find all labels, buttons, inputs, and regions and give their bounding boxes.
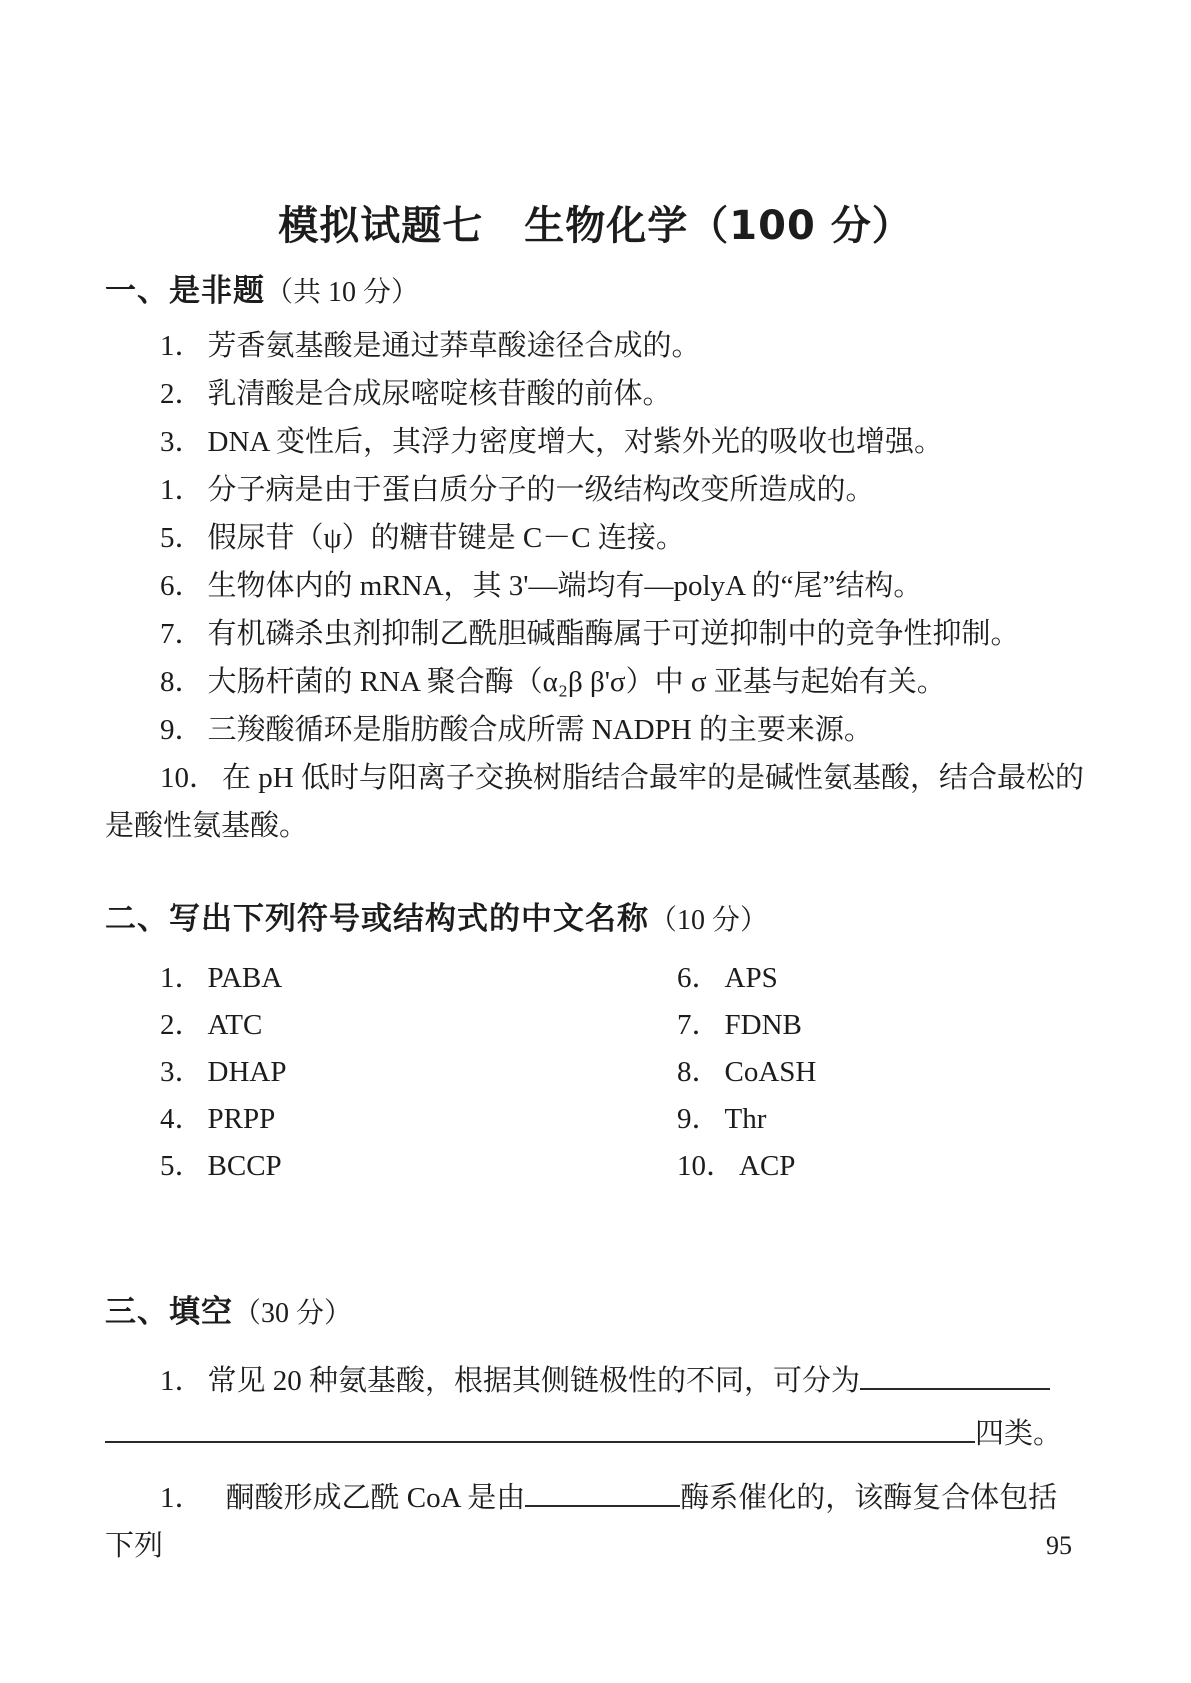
section1-heading-text: 一、是非题 [105,273,265,309]
section2-heading-text: 二、写出下列符号或结构式的中文名称 [105,901,649,937]
list-item [105,1352,1086,1405]
item-number: 1． [160,1365,204,1397]
item-number: 8． [677,1056,721,1088]
item-number: 10． [677,1150,736,1182]
section3-heading-text: 三、填空 [105,1294,233,1330]
item-text: DHAP [207,1056,287,1088]
list-item-continuation [105,1405,1086,1458]
list-item [105,1096,622,1143]
list-item [105,658,1086,706]
section1-heading-note: （共 10 分） [265,277,420,308]
list-item [105,562,1086,610]
item-text: 常见 20 种氨基酸，根据其侧链极性的不同，可分为 [207,1365,861,1397]
item-number: 6． [677,962,721,994]
item-text: 乳清酸是合成尿嘧啶核苷酸的前体。 [207,378,672,410]
list-item [622,1049,1086,1096]
fill-blank [860,1352,1050,1390]
page-content [0,200,1191,1570]
list-item [622,1002,1086,1049]
fill-blank [105,1405,975,1443]
item-number: 7． [160,618,204,650]
list-item [105,1049,622,1096]
item-number: 9． [160,714,204,746]
item-number: 3． [160,1056,204,1088]
item-number: 5． [160,1150,204,1182]
list-item [622,1096,1086,1143]
item-number: 9． [677,1103,721,1135]
item-text: 酮酸形成乙酰 CoA 是由 [225,1482,526,1514]
item-text: CoASH [724,1056,817,1088]
item-text: 有机磷杀虫剂抑制乙酰胆碱酯酶属于可逆抑制中的竞争性抑制。 [207,618,1020,650]
item-text: PABA [207,962,283,994]
item-text: 假尿苷（ψ）的糖苷键是 C－C 连接。 [207,522,685,554]
item-number: 1． [160,962,204,994]
list-item [105,1469,1086,1570]
item-text: BCCP [207,1150,282,1182]
item-number: 8． [160,666,204,698]
item-text: Thr [724,1103,767,1135]
item-text: 四类。 [975,1418,1063,1450]
page-title: 模拟试题七 生物化学（100 分） [278,203,913,249]
list-item [105,610,1086,658]
item-text: 分子病是由于蛋白质分子的一级结构改变所造成的。 [207,474,875,506]
item-text: APS [724,962,778,994]
item-text: 生物体内的 mRNA，其 3'—端均有—polyA 的“尾”结构。 [207,570,923,602]
section2-heading [105,898,1086,942]
section1-heading [105,270,1086,314]
item-text: 芳香氨基酸是通过莽草酸途径合成的。 [207,330,701,362]
fill-in-blank-list [105,1352,1086,1570]
item-text: ATC [207,1009,263,1041]
fill-blank [525,1469,680,1507]
item-number: 1． [160,1482,204,1514]
item-number: 4． [160,1103,204,1135]
item-text: FDNB [724,1009,802,1041]
item-text: 在 pH 低时与阳离子交换树脂结合最牢的是碱性氨基酸，结合最松的是酸性氨基酸。 [105,762,1084,842]
item-number: 2． [160,378,204,410]
item-text: 三羧酸循环是脂肪酸合成所需 NADPH 的主要来源。 [207,714,873,746]
item-number: 2． [160,1009,204,1041]
list-item [622,955,1086,1002]
item-number: 7． [677,1009,721,1041]
list-item [105,322,1086,370]
list-item [105,1002,622,1049]
item-text: 大肠杆菌的 RNA 聚合酶（α₂β β'σ）中 σ 亚基与起始有关。 [207,666,946,698]
item-number: 10． [160,762,219,794]
item-text: ACP [739,1150,796,1182]
list-item [105,1143,622,1190]
list-item [105,514,1086,562]
true-false-list [105,322,1086,850]
item-text: PRPP [207,1103,276,1135]
item-text: 酶系催化的，该酶复合体包括下列 [105,1482,1058,1562]
list-item [105,418,1086,466]
list-item [105,754,1086,850]
list-item [105,466,1086,514]
item-number: 6． [160,570,204,602]
item-text: DNA 变性后，其浮力密度增大，对紫外光的吸收也增强。 [207,426,943,458]
item-number: 3． [160,426,204,458]
item-number: 5． [160,522,204,554]
item-number: 1． [160,330,204,362]
abbreviation-list [105,955,1086,1190]
section3-heading [105,1291,1086,1335]
section2-heading-note: （10 分） [649,905,769,936]
item-number: 1． [160,474,204,506]
list-item [105,955,622,1002]
page-number: 95 [1046,1531,1072,1560]
list-item [105,370,1086,418]
section3-heading-note: （30 分） [233,1298,353,1329]
list-item [105,706,1086,754]
list-item [622,1143,1086,1190]
